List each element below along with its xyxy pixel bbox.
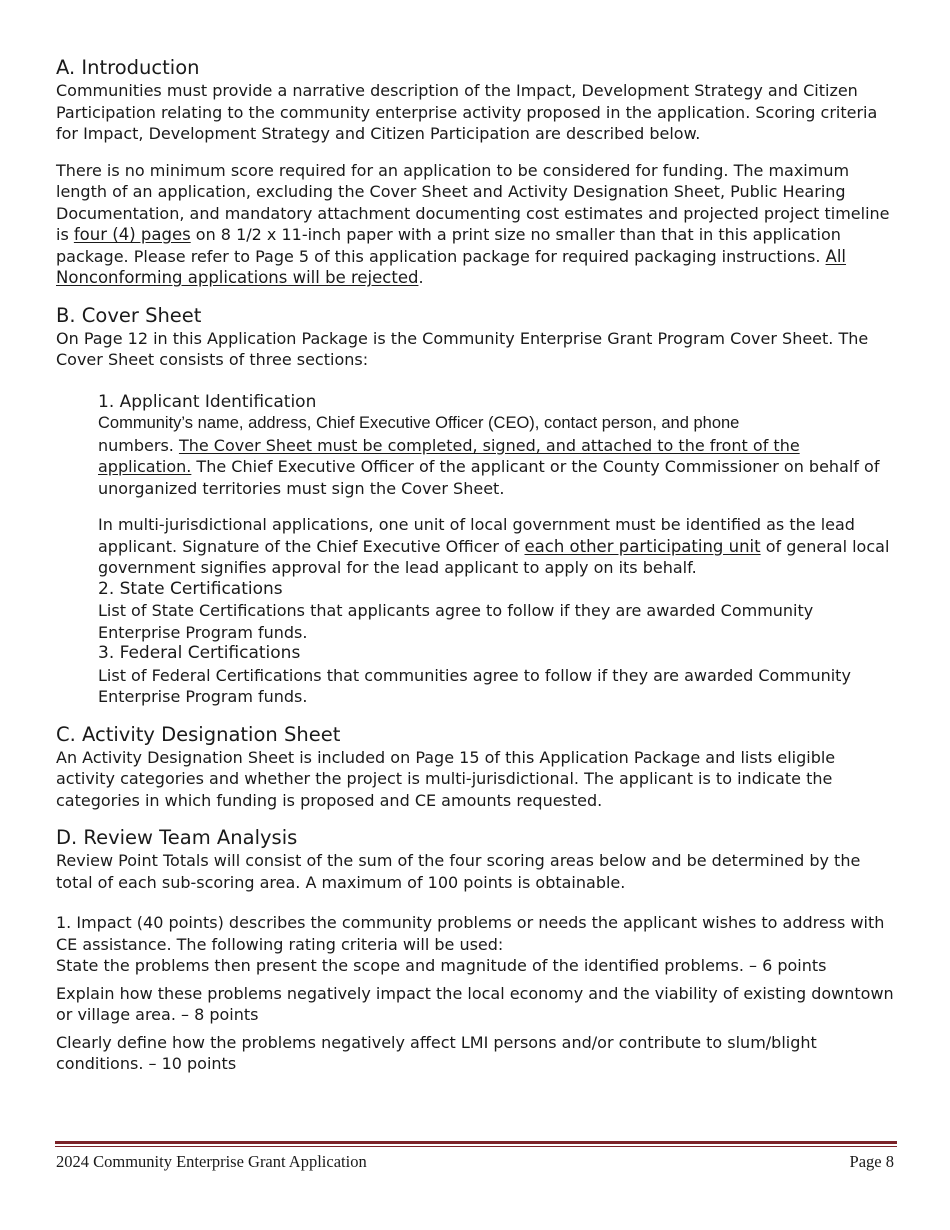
item-1-title: 1. Applicant Identification	[98, 391, 317, 412]
p2-text-a: There is no minimum score required for an application to be considered for funding. The maximum length of an application, excluding the Cover Sheet and Activity Designation Sheet, Public Hearing Documentation, and mandatory attachment documenting cost estimates and projected project timeline is	[56, 160, 890, 244]
item-1-text-b: The Chief Executive Officer of the applicant or the County Commissioner on behalf of unorganized territories must sign the Cover Sheet.	[98, 457, 880, 498]
cover-sheet-items	[98, 392, 894, 708]
impact-lead: 1. Impact (40 points)	[56, 913, 224, 932]
footer-rule-thick	[55, 1141, 897, 1144]
p2-text-b: on 8 1/2 x 11-inch paper with a print size no smaller than that in this application package. Please refer to Page 5 of this application package for required packaging instructions.	[56, 225, 841, 266]
item-1-arial-line: Community’s name, address, Chief Executive Officer (CEO), contact person, and phone	[98, 414, 740, 432]
section-d-text: Review Point Totals will consist of the sum of the four scoring areas below and be determined by the total of each sub-scoring area. A maximum of 100 points is obtainable.	[56, 851, 861, 892]
page-limit-underlined: four (4) pages	[73, 225, 191, 244]
section-c-heading: C. Activity Designation Sheet	[56, 722, 341, 746]
section-b-heading: B. Cover Sheet	[56, 303, 202, 327]
nonconforming-warning: All Nonconforming applications will be rejected	[56, 246, 847, 287]
section-d-heading: D. Review Team Analysis	[56, 826, 298, 849]
item-3-text: List of Federal Certifications that communities agree to follow if they are awarded Community Enterprise Program funds.	[98, 665, 851, 706]
item-2-title: 2. State Certifications	[98, 578, 283, 599]
section-b-intro: On Page 12 in this Application Package is the Community Enterprise Grant Program Cover Sheet. The Cover Sheet consists of three sections:	[56, 328, 869, 369]
criterion-1: State the problems then present the scope and magnitude of the identified problems. – 6 points	[56, 956, 827, 975]
item-1-text	[98, 435, 894, 500]
item-1-text-a: numbers.	[98, 435, 179, 455]
multi-text-a: In multi-jurisdictional applications, one unit of local government must be identified as the lead applicant. Signature of the Chief Executive Officer of	[98, 515, 855, 556]
section-c-text: An Activity Designation Sheet is included on Page 15 of this Application Package and lists eligible activity categories and whether the project is multi-jurisdictional. The applicant is to indicate the categories in which funding is proposed and CE amounts requested.	[56, 747, 836, 810]
item-3-title: 3. Federal Certifications	[98, 643, 301, 663]
p2-text-c: .	[418, 268, 424, 287]
multi-text-b: of general local government signifies approval for the lead applicant to apply on its behalf.	[98, 536, 890, 577]
section-a-paragraph-2	[56, 160, 894, 289]
item-2-text: List of State Certifications that applicants agree to follow if they are awarded Community Enterprise Program funds.	[98, 601, 814, 642]
section-a-paragraph-1: Communities must provide a narrative description of the Impact, Development Strategy and Citizen Participation relating to the community enterprise activity proposed in the application. Scoring criteria for Impact, Development Strategy and Citizen Participation are described below.	[56, 81, 878, 143]
footer-title: 2024 Community Enterprise Grant Application	[56, 1152, 367, 1171]
document-body	[56, 56, 894, 1075]
criterion-2: Explain how these problems negatively impact the local economy and the viability of existing downtown or village area. – 8 points	[56, 983, 894, 1024]
page-footer	[56, 1152, 894, 1172]
impact-text: describes the community problems or needs the applicant wishes to address with CE assistance. The following rating criteria will be used:	[56, 913, 885, 954]
impact-paragraph	[56, 912, 894, 955]
participating-unit-underlined: each other participating unit	[524, 536, 761, 556]
multi-jurisdiction-paragraph	[98, 514, 894, 579]
footer-rule-thin	[55, 1146, 897, 1147]
page-number: Page 8	[849, 1152, 894, 1171]
cover-sheet-requirement: The Cover Sheet must be completed, signed, and attached to the front of the application.	[98, 435, 800, 476]
criterion-3: Clearly define how the problems negatively affect LMI persons and/or contribute to slum/blight conditions. – 10 points	[56, 1032, 817, 1073]
section-a-heading: A. Introduction	[56, 56, 200, 79]
